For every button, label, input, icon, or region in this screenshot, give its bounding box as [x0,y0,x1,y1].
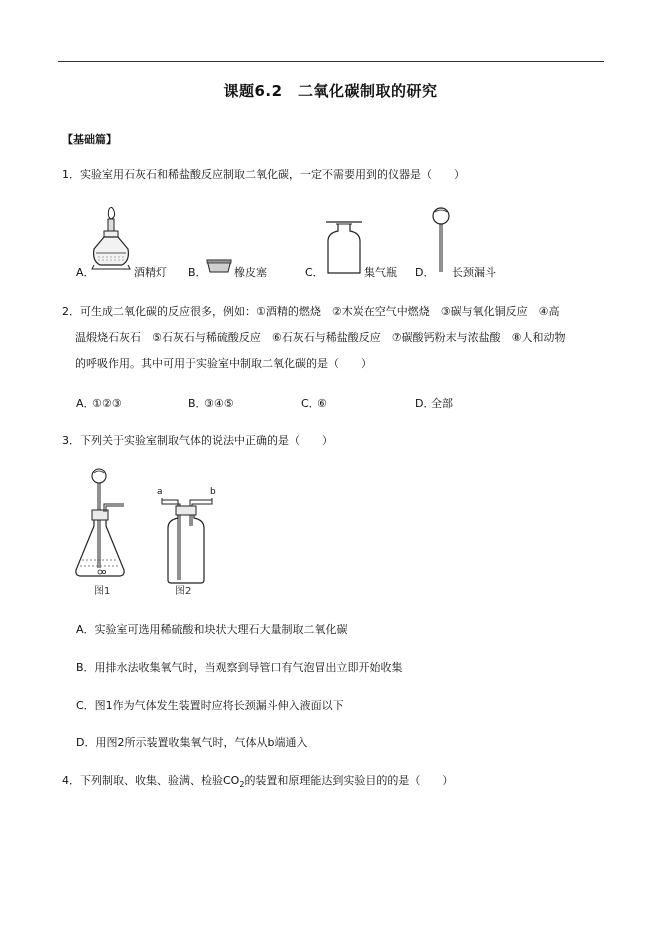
section-label: 【基础篇】 [62,133,117,146]
q4-subscript: 2 [239,780,245,790]
q4-stem-after: 的装置和原理能达到实验目的的是（ ） [244,774,454,787]
question-3-stem: 3．下列关于实验室制取气体的说法中正确的是（ ） [62,434,333,447]
q2-option-b-letter: B． [188,397,207,410]
question-1-stem: 1．实验室用石灰石和稀盐酸反应制取二氧化碳，一定不需要用到的仪器是（ ） [62,168,465,181]
q1-option-a-text: 酒精灯 [134,266,167,279]
q3-option-b: B．用排水法收集氧气时，当观察到导管口有气泡冒出立即开始收集 [76,661,403,674]
q3-option-c: C．图1作为气体发生装置时应将长颈漏斗伸入液面以下 [76,699,344,712]
q1-option-c-letter: C． [305,266,324,279]
alcohol-lamp-icon [90,205,132,271]
q2-option-b-text: ③④⑤ [204,397,234,410]
rubber-stopper-icon [206,258,232,274]
q2-option-c-text: ⑥ [317,397,327,410]
port-b-label: b [210,487,216,497]
q4-stem-before: 4．下列制取、收集、验满、检验CO [62,774,240,787]
question-2-line-1: 2．可生成二氧化碳的反应很多，例如：①酒精的燃烧 ②木炭在空气中燃烧 ③碳与氧化铜反应 ④高 [62,305,560,318]
q1-option-d-text: 长颈漏斗 [452,266,496,279]
question-4-stem [62,773,453,793]
q2-option-d-text: 全部 [431,397,453,410]
port-a-label: a [157,487,163,497]
q1-option-a-letter: A． [76,266,95,279]
q2-option-d-letter: D． [415,397,435,410]
q1-option-b-text: 橡皮塞 [234,266,267,279]
flask-apparatus-figure [72,468,132,584]
q1-option-d-letter: D． [415,266,435,279]
q2-option-a-letter: A． [76,397,95,410]
q1-option-c-text: 集气瓶 [364,266,397,279]
q3-option-d: D．用图2所示装置收集氧气时，气体从b端通入 [76,736,308,749]
page-title: 课题6.2 二氧化碳制取的研究 [223,82,438,100]
q1-option-b-letter: B． [188,266,207,279]
question-2-line-3: 的呼吸作用。其中可用于实验室中制取二氧化碳的是（ ） [75,357,372,370]
figure-1-caption: 图1 [94,586,111,597]
figure-2-caption: 图2 [175,586,192,597]
q3-option-a: A．实验室可选用稀硫酸和块状大理石大量制取二氧化碳 [76,623,348,636]
long-neck-funnel-icon [430,206,452,274]
q2-option-c-letter: C． [301,397,320,410]
question-2-line-2: 温煅烧石灰石 ⑤石灰石与稀硫酸反应 ⑥石灰石与稀盐酸反应 ⑦碳酸钙粉末与浓盐酸 ⑧人和动物 [75,331,566,344]
header-rule [58,61,604,62]
gas-jar-icon [324,219,364,275]
q2-option-a-text: ①②③ [92,397,122,410]
